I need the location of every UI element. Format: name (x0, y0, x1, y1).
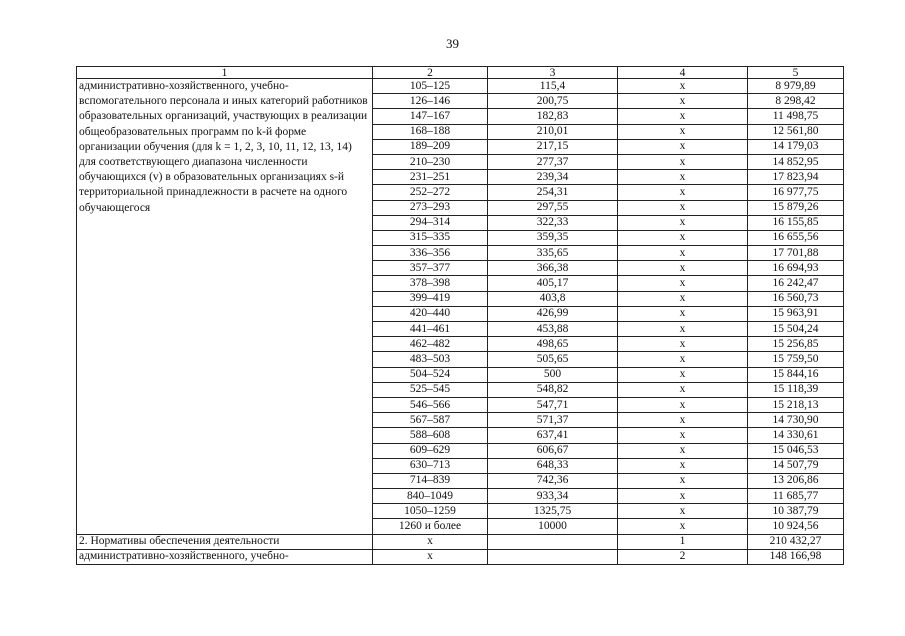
table-cell: x (618, 291, 748, 306)
table-cell: 933,34 (488, 489, 618, 504)
table-cell: 15 879,26 (748, 200, 844, 215)
table-cell: x (618, 185, 748, 200)
table-cell: 147–167 (373, 109, 488, 124)
table-cell (488, 549, 618, 564)
table-cell: 14 330,61 (748, 428, 844, 443)
table-cell: 14 179,03 (748, 139, 844, 154)
table-cell: 14 852,95 (748, 154, 844, 169)
table-cell: 1 (618, 534, 748, 549)
table-cell: 231–251 (373, 170, 488, 185)
table-cell: 441–461 (373, 322, 488, 337)
table-cell: 742,36 (488, 473, 618, 488)
table-cell: 10 387,79 (748, 504, 844, 519)
table-cell: 546–566 (373, 397, 488, 412)
table-cell: 16 655,56 (748, 230, 844, 245)
table-cell: x (618, 382, 748, 397)
table-cell: 315–335 (373, 230, 488, 245)
table-cell: x (618, 215, 748, 230)
table-cell: 8 979,89 (748, 79, 844, 94)
table-cell: 15 118,39 (748, 382, 844, 397)
table-cell: 11 498,75 (748, 109, 844, 124)
table-cell: 105–125 (373, 79, 488, 94)
table-cell: 16 242,47 (748, 276, 844, 291)
table-cell: 420–440 (373, 306, 488, 321)
table-cell: x (618, 154, 748, 169)
table-cell: 498,65 (488, 337, 618, 352)
table-cell: x (618, 337, 748, 352)
table-cell: 17 701,88 (748, 246, 844, 261)
table-cell: x (618, 261, 748, 276)
table-cell: 483–503 (373, 352, 488, 367)
table-cell: 217,15 (488, 139, 618, 154)
table-cell: x (618, 200, 748, 215)
table-cell: 609–629 (373, 443, 488, 458)
table-cell: x (618, 124, 748, 139)
table-cell: 547,71 (488, 397, 618, 412)
table-row (77, 79, 844, 94)
table-cell (488, 534, 618, 549)
table-cell: 500 (488, 367, 618, 382)
table-cell: 359,35 (488, 230, 618, 245)
table-cell: x (618, 504, 748, 519)
table-cell: 273–293 (373, 200, 488, 215)
table-cell: 504–524 (373, 367, 488, 382)
table-cell: 548,82 (488, 382, 618, 397)
table-cell: 15 218,13 (748, 397, 844, 412)
table-cell: 505,65 (488, 352, 618, 367)
table-cell: 126–146 (373, 94, 488, 109)
table-cell: 15 759,50 (748, 352, 844, 367)
table-cell: 571,37 (488, 413, 618, 428)
table-cell: 8 298,42 (748, 94, 844, 109)
table-cell: 1050–1259 (373, 504, 488, 519)
table-cell: x (618, 79, 748, 94)
table-cell: x (618, 397, 748, 412)
table-cell: 15 256,85 (748, 337, 844, 352)
table-cell: 588–608 (373, 428, 488, 443)
table-cell: 189–209 (373, 139, 488, 154)
table-cell: 606,67 (488, 443, 618, 458)
table-cell: 1260 и более (373, 519, 488, 534)
norms-table (76, 66, 844, 565)
table-cell: 336–356 (373, 246, 488, 261)
table-cell: x (618, 519, 748, 534)
table-cell: 714–839 (373, 473, 488, 488)
table-cell: x (373, 534, 488, 549)
section-description: административно-хозяйственного, учебно- (77, 549, 373, 564)
table-cell: 182,83 (488, 109, 618, 124)
table-cell: 11 685,77 (748, 489, 844, 504)
column-header: 1 (77, 67, 373, 79)
table-cell: 10 924,56 (748, 519, 844, 534)
table-cell: 405,17 (488, 276, 618, 291)
table-cell: x (618, 170, 748, 185)
table-cell: x (618, 473, 748, 488)
table-cell: x (618, 276, 748, 291)
column-header: 4 (618, 67, 748, 79)
table-cell: x (618, 94, 748, 109)
table-cell: 426,99 (488, 306, 618, 321)
table-cell: x (618, 246, 748, 261)
table-cell: 525–545 (373, 382, 488, 397)
table-cell: 17 823,94 (748, 170, 844, 185)
table-cell: x (618, 230, 748, 245)
table-cell: x (618, 352, 748, 367)
table-cell: 403,8 (488, 291, 618, 306)
section-description: административно-хозяйственного, учебно-вспомогательного персонала и иных категорий работников образовательных организаций, участвующих в реализации общеобразовательных программ по k-й форме организации обучения (для k = 1, 2, 3, 10, 11, 12, 13, 14) для соответствующего диапазона численности обучающихся (v) в образовательных организациях s-й территориальной принадлежности в расчете на одного обучающегося (77, 79, 373, 535)
table-cell: 254,31 (488, 185, 618, 200)
page-number: 39 (446, 36, 459, 51)
table-row (77, 534, 844, 549)
table-cell: x (618, 367, 748, 382)
table-cell: 1325,75 (488, 504, 618, 519)
table-cell: x (618, 109, 748, 124)
table-cell: 10000 (488, 519, 618, 534)
table-cell: 567–587 (373, 413, 488, 428)
table-cell: x (618, 458, 748, 473)
table-cell: 115,4 (488, 79, 618, 94)
table-cell: 453,88 (488, 322, 618, 337)
table-cell: x (618, 443, 748, 458)
table-cell: 16 560,73 (748, 291, 844, 306)
table-cell: 14 507,79 (748, 458, 844, 473)
table-cell: x (618, 322, 748, 337)
table-cell: x (618, 428, 748, 443)
table-cell: 15 504,24 (748, 322, 844, 337)
table-cell: 297,55 (488, 200, 618, 215)
table-cell: 335,65 (488, 246, 618, 261)
table-body (77, 79, 844, 565)
table-cell: 148 166,98 (748, 549, 844, 564)
table-cell: 15 046,53 (748, 443, 844, 458)
table-cell: 15 963,91 (748, 306, 844, 321)
table-cell: x (618, 139, 748, 154)
table-cell: 840–1049 (373, 489, 488, 504)
table-cell: 239,34 (488, 170, 618, 185)
table-cell: 16 155,85 (748, 215, 844, 230)
table-cell: 366,38 (488, 261, 618, 276)
table-cell: 637,41 (488, 428, 618, 443)
table-cell: 252–272 (373, 185, 488, 200)
section-description: 2. Нормативы обеспечения деятельности (77, 534, 373, 549)
table-row (77, 549, 844, 564)
table-cell: x (618, 489, 748, 504)
table-cell: 648,33 (488, 458, 618, 473)
table-cell: 210–230 (373, 154, 488, 169)
table-cell: 462–482 (373, 337, 488, 352)
table-cell: 399–419 (373, 291, 488, 306)
table-cell: 210 432,27 (748, 534, 844, 549)
table-cell: 2 (618, 549, 748, 564)
table-cell: 200,75 (488, 94, 618, 109)
table-cell: 15 844,16 (748, 367, 844, 382)
table-cell: x (618, 413, 748, 428)
table-cell: 322,33 (488, 215, 618, 230)
column-header: 2 (373, 67, 488, 79)
table-cell: 12 561,80 (748, 124, 844, 139)
table-cell: 277,37 (488, 154, 618, 169)
table-cell: 357–377 (373, 261, 488, 276)
column-header: 5 (748, 67, 844, 79)
table-cell: 294–314 (373, 215, 488, 230)
table-cell: 16 977,75 (748, 185, 844, 200)
table-cell: x (618, 306, 748, 321)
column-header: 3 (488, 67, 618, 79)
table-cell: 13 206,86 (748, 473, 844, 488)
table-cell: 14 730,90 (748, 413, 844, 428)
table-cell: 168–188 (373, 124, 488, 139)
table-cell: 16 694,93 (748, 261, 844, 276)
table-cell: 630–713 (373, 458, 488, 473)
header-row (77, 67, 844, 79)
table-cell: 378–398 (373, 276, 488, 291)
table-cell: 210,01 (488, 124, 618, 139)
table-cell: x (373, 549, 488, 564)
